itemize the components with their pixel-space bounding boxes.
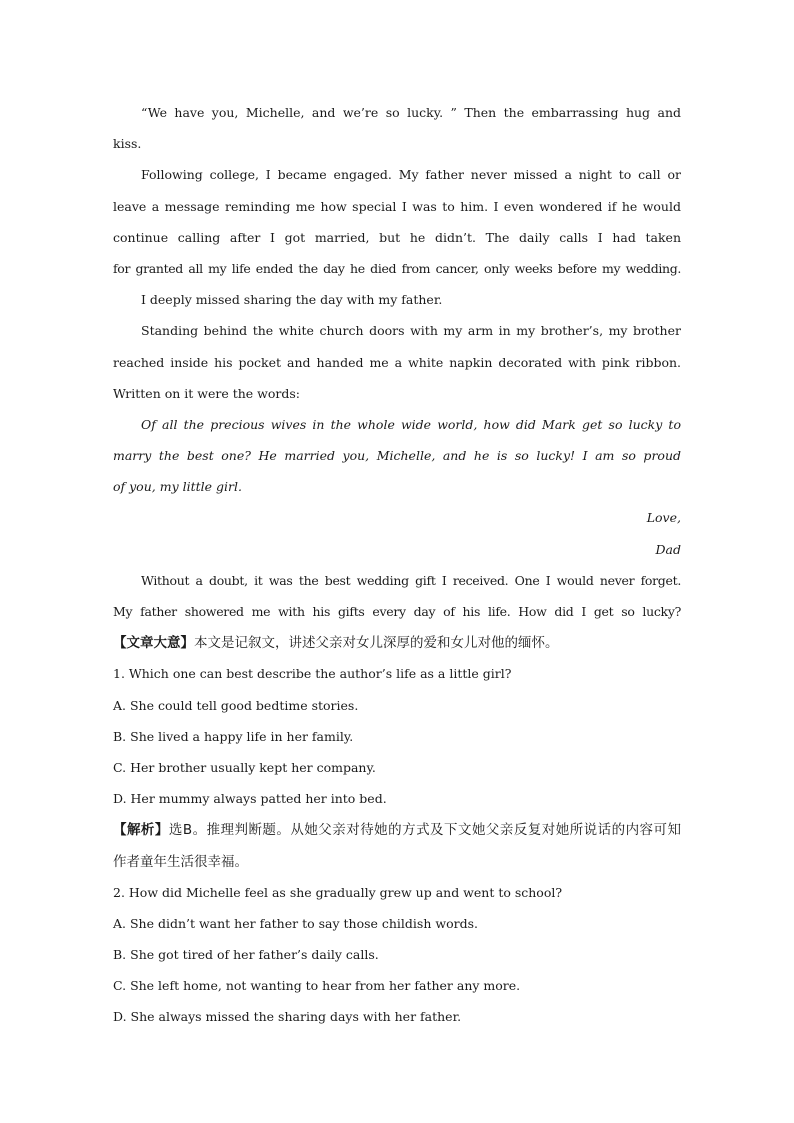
summary-text: 本文是记叙文，讲述父亲对女儿深厚的爱和女儿对他的缅怀。 [194,635,559,652]
question-2: 2. How did Michelle feel as she gradually grew up and went to school? [113,884,563,900]
napkin-note-line: of you, my little girl. [113,479,242,495]
story-paragraph-line: reached inside his pocket and handed me a white napkin decorated with pink ribbon. [113,354,681,370]
note-signoff-dad: Dad [655,541,681,557]
question-2-option-c: C. She left home, not wanting to hear from her father any more. [113,978,521,994]
napkin-note-line: marry the best one? He married you, Michelle, and he is so lucky! I am so proud [113,448,681,464]
story-paragraph-line: for granted all my life ended the day he died from cancer, only weeks before my wedding. [113,260,681,276]
story-paragraph-line: kiss. [113,136,142,152]
story-paragraph-line: My father showered me with his gifts every day of his life. How did I get so lucky? [113,604,681,619]
note-signoff-love: Love, [646,510,681,526]
story-paragraph-line: I deeply missed sharing the day with my father. [141,292,443,308]
story-paragraph-line: Standing behind the white church doors with my arm in my brother’s, my brother [141,323,681,339]
question-2-option-d: D. She always missed the sharing days with her father. [113,1009,462,1025]
summary-tag: 【文章大意】 [113,635,194,652]
question-1-option-a: A. She could tell good bedtime stories. [113,697,359,713]
story-paragraph-line: Written on it were the words: [113,385,300,401]
question-1: 1. Which one can best describe the author’s life as a little girl? [113,666,512,682]
analysis-line: 作者童年生活很幸福。 [113,853,248,870]
story-paragraph-line: Without a doubt, it was the best wedding gift I received. One I would never forget. [141,572,681,588]
question-1-option-d: D. Her mummy always patted her into bed. [113,791,387,807]
question-2-option-a: A. She didn’t want her father to say those childish words. [113,915,478,931]
document-page [113,100,681,1036]
question-1-option-b: B. She lived a happy life in her family. [113,728,354,744]
story-paragraph-line: leave a message reminding me how special I was to him. I even wondered if he would [113,198,681,214]
napkin-note-line: Of all the precious wives in the whole wide world, how did Mark get so lucky to [141,416,681,432]
analysis-tag: 【解析】 [113,822,169,839]
question-1-option-c: C. Her brother usually kept her company. [113,759,376,775]
story-paragraph-line: “We have you, Michelle, and we’re so lucky. ” Then the embarrassing hug and [141,105,681,120]
summary-line [113,630,681,661]
story-paragraph-line: Following college, I became engaged. My father never missed a night to call or [141,167,681,183]
analysis-line [113,817,681,848]
question-2-option-b: B. She got tired of her father’s daily calls. [113,947,379,963]
analysis-text: 选B。推理判断题。从她父亲对待她的方式及下文她父亲反复对她所说话的内容可知 [168,822,681,839]
story-paragraph-line: continue calling after I got married, but he didn’t. The daily calls I had taken [113,229,681,245]
